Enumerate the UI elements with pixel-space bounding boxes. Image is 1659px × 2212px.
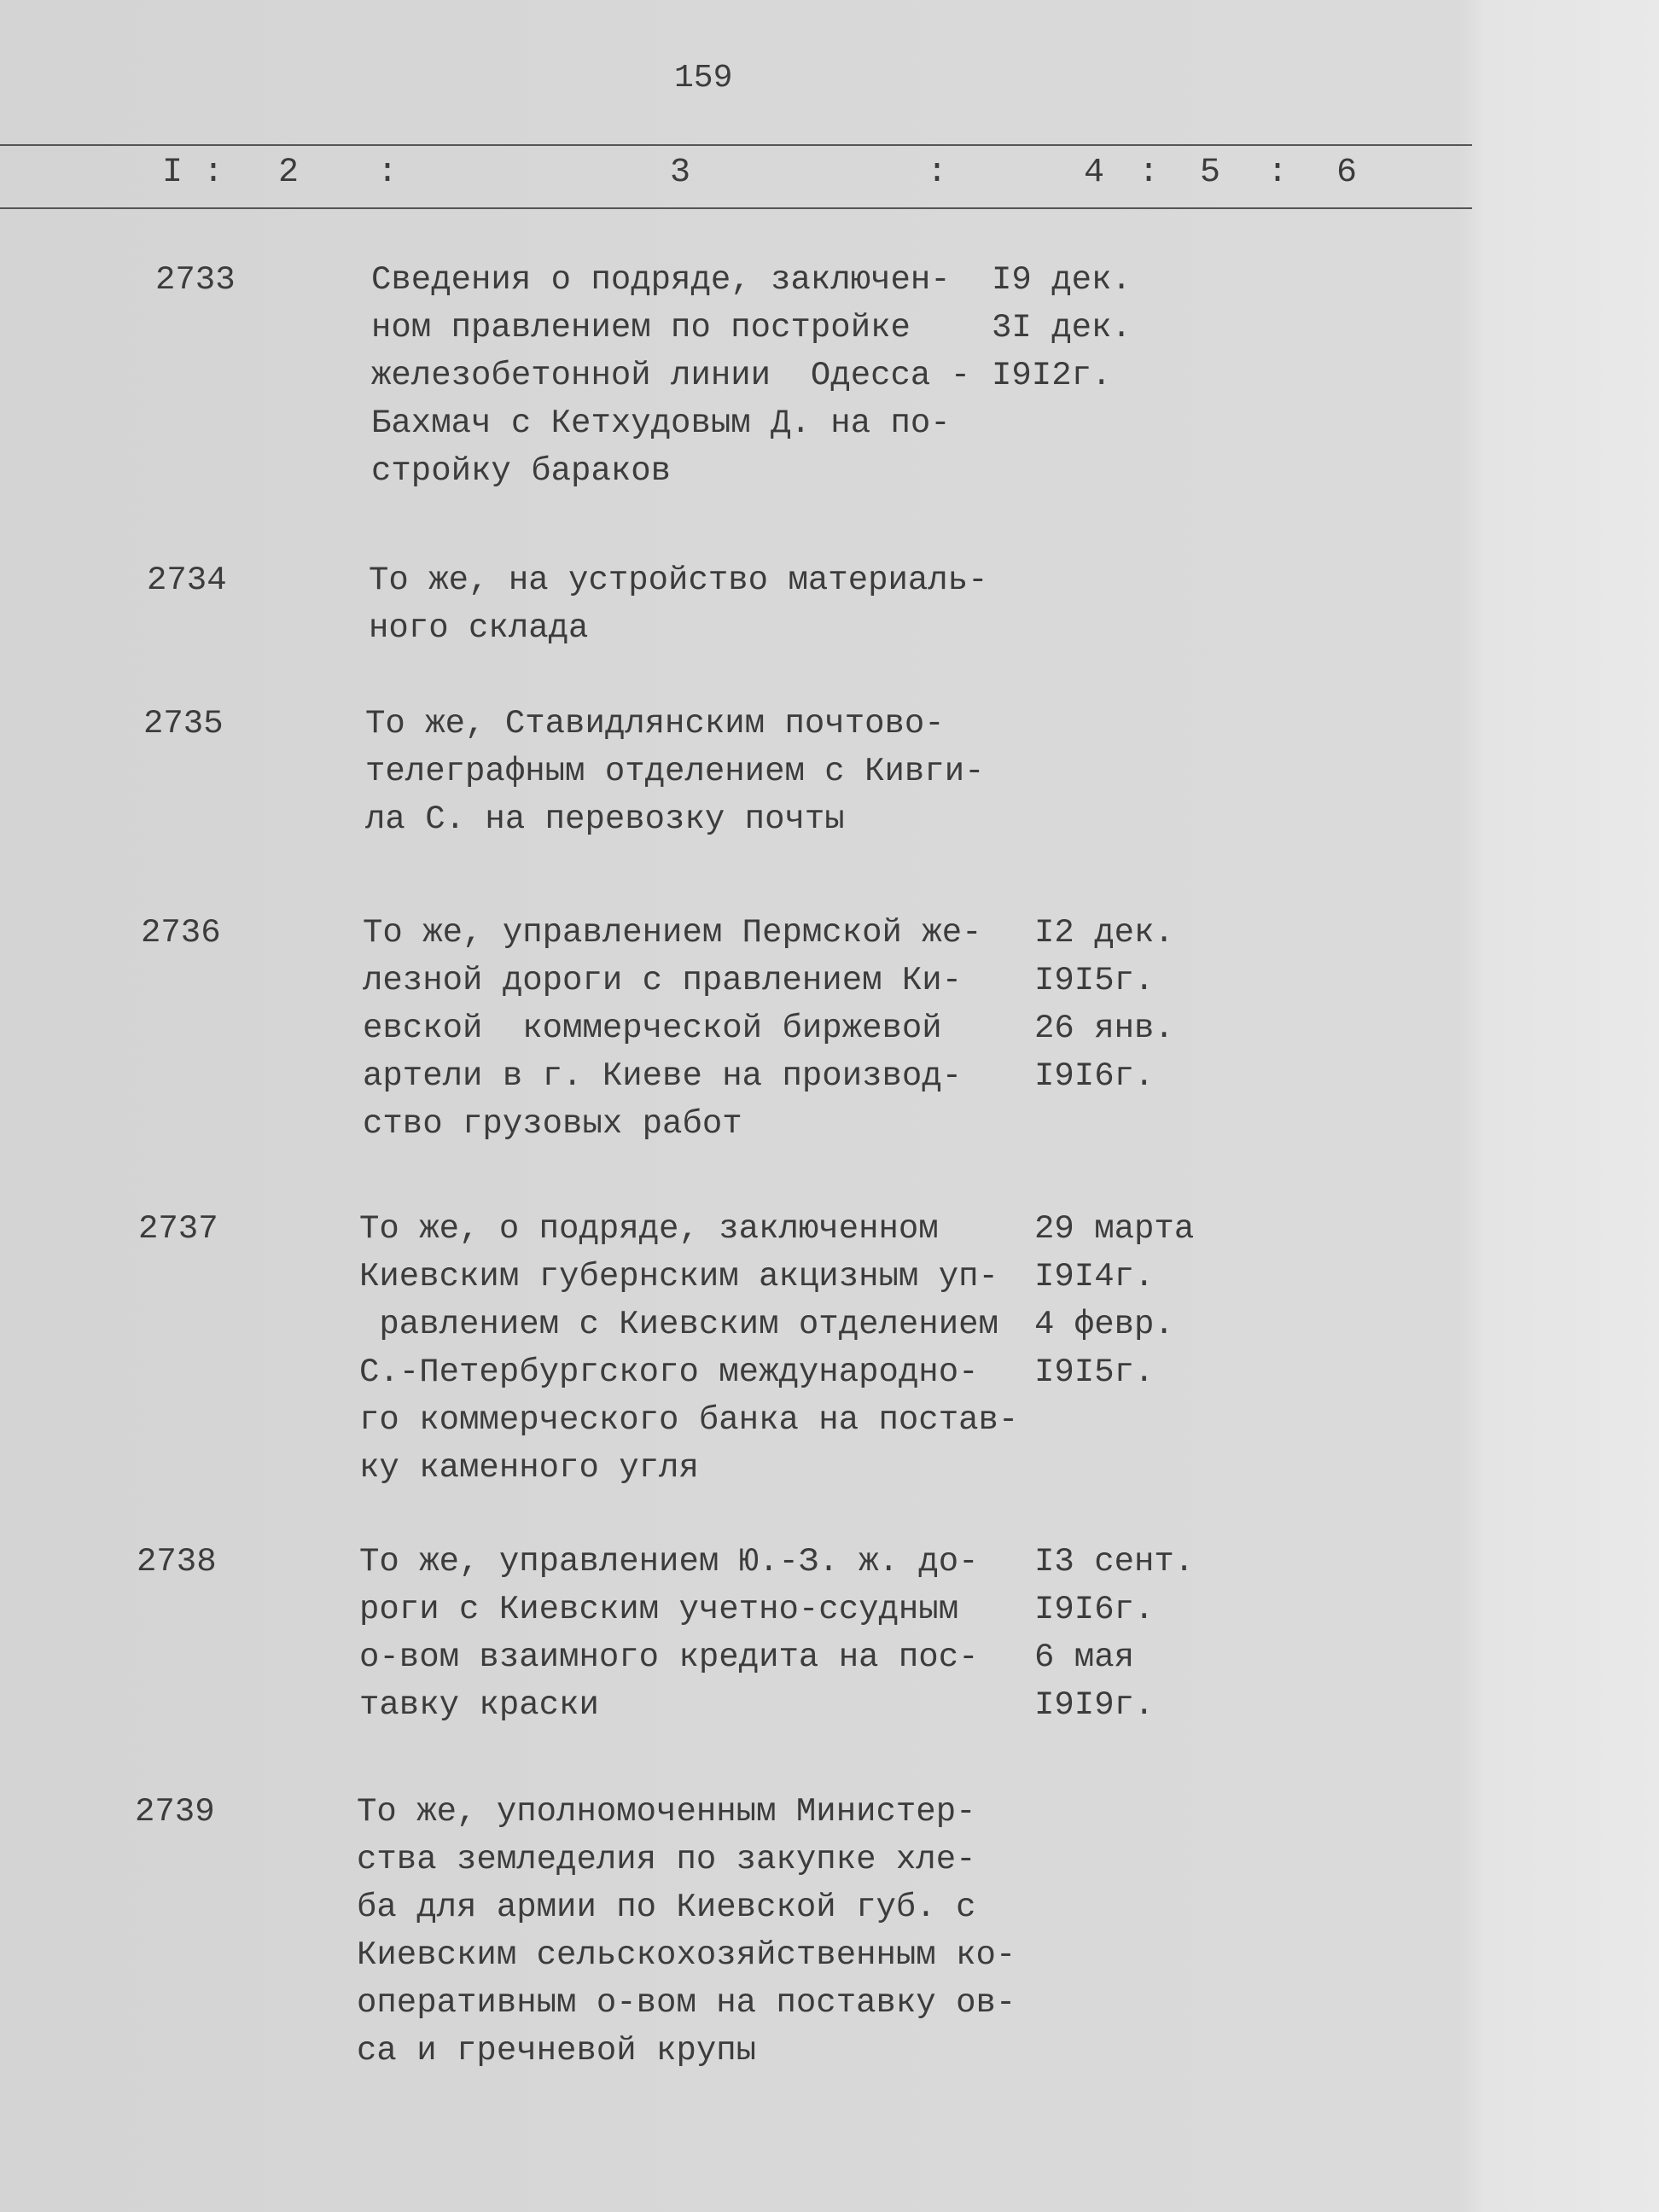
description-line: оперативным о-вом на поставку ов-	[357, 1984, 1016, 2022]
description-line: То же, на устройство материаль-	[369, 562, 988, 599]
description-line: ства земледелия по закупке хле-	[357, 1841, 976, 1878]
entry-number: 2735	[143, 705, 224, 742]
description-line: Бахмач с Кетхудовым Д. на по-	[371, 405, 951, 442]
description-line: ку каменного угля	[359, 1449, 699, 1487]
description-line: То же, уполномоченным Министер-	[357, 1793, 976, 1831]
date-line: I9I9г.	[1034, 1686, 1155, 1724]
description-line: То же, о подряде, заключенном	[359, 1210, 939, 1248]
entry-description	[363, 909, 982, 1148]
description-line: равлением с Киевским отделением	[359, 1306, 998, 1343]
column-separator: :	[377, 154, 399, 192]
description-line: То же, управлением Пермской же-	[363, 914, 982, 952]
date-line: 26 янв.	[1034, 1010, 1174, 1047]
column-separator: :	[1138, 154, 1160, 192]
page-number: 159	[674, 60, 733, 96]
description-line: Киевским губернским акцизным уп-	[359, 1258, 998, 1295]
description-line: евской коммерческой биржевой	[363, 1010, 942, 1047]
description-line: о-вом взаимного кредита на пос-	[359, 1639, 979, 1676]
description-line: железобетонной линии Одесса -	[371, 357, 971, 394]
description-line: телеграфным отделением с Кивги-	[365, 753, 985, 790]
description-line: тавку краски	[359, 1686, 599, 1724]
date-line: I3 сент.	[1034, 1543, 1195, 1580]
entry-number: 2737	[138, 1210, 218, 1248]
description-line: са и гречневой крупы	[357, 2032, 757, 2069]
header-bottom-rule	[0, 207, 1472, 209]
entry-number: 2734	[147, 562, 227, 599]
description-line: Киевским сельскохозяйственным ко-	[357, 1936, 1016, 1974]
column-header-1: I	[162, 154, 183, 192]
column-header-6: 6	[1336, 154, 1358, 192]
column-separator: :	[1267, 154, 1289, 192]
entry-number: 2738	[137, 1543, 217, 1580]
date-line: I9 дек.	[992, 261, 1132, 299]
description-line: лезной дороги с правлением Ки-	[363, 962, 963, 999]
description-line: То же, Ставидлянским почтово-	[365, 705, 945, 742]
entry-description	[359, 1538, 979, 1729]
entry-description	[369, 556, 988, 652]
entry-description	[357, 1788, 1016, 2075]
column-header-4: 4	[1084, 154, 1105, 192]
description-line: ство грузовых работ	[363, 1105, 742, 1143]
entry-description	[365, 700, 985, 843]
date-line: 29 марта	[1034, 1210, 1195, 1248]
column-separator: :	[927, 154, 948, 192]
column-header-5: 5	[1200, 154, 1221, 192]
entry-dates	[1034, 1205, 1194, 1396]
date-line: I9I4г.	[1034, 1258, 1155, 1295]
description-line: ла С. на перевозку почты	[365, 800, 845, 838]
date-line: I9I2г.	[992, 357, 1112, 394]
date-line: I9I5г.	[1034, 1353, 1155, 1391]
date-line: 3I дек.	[992, 309, 1132, 346]
description-line: ного склада	[369, 609, 589, 647]
description-line: То же, управлением Ю.-З. ж. до-	[359, 1543, 979, 1580]
description-line: роги с Киевским учетно-ссудным	[359, 1591, 959, 1628]
entry-number: 2739	[135, 1793, 215, 1831]
entry-dates	[992, 256, 1132, 399]
entry-description	[371, 256, 970, 495]
description-line: артели в г. Киеве на производ-	[363, 1057, 963, 1095]
description-line: С.-Петербургского международно-	[359, 1353, 979, 1391]
description-line: стройку бараков	[371, 452, 672, 490]
date-line: 6 мая	[1034, 1639, 1135, 1676]
entry-dates	[1034, 1538, 1194, 1729]
date-line: I9I6г.	[1034, 1591, 1155, 1628]
date-line: 4 февр.	[1034, 1306, 1174, 1343]
entry-description	[359, 1205, 1018, 1492]
header-top-rule	[0, 144, 1472, 146]
date-line: I9I6г.	[1034, 1057, 1155, 1095]
column-separator: :	[203, 154, 224, 192]
column-header-3: 3	[670, 154, 691, 192]
date-line: I2 дек.	[1034, 914, 1174, 952]
description-line: ба для армии по Киевской губ. с	[357, 1889, 976, 1926]
entry-number: 2733	[155, 261, 236, 299]
entry-dates	[1034, 909, 1174, 1100]
description-line: Сведения о подряде, заключен-	[371, 261, 951, 299]
date-line: I9I5г.	[1034, 962, 1155, 999]
column-header-2: 2	[278, 154, 300, 192]
entry-number: 2736	[141, 914, 221, 952]
description-line: ном правлением по постройке	[371, 309, 911, 346]
description-line: го коммерческого банка на постав-	[359, 1401, 1019, 1439]
